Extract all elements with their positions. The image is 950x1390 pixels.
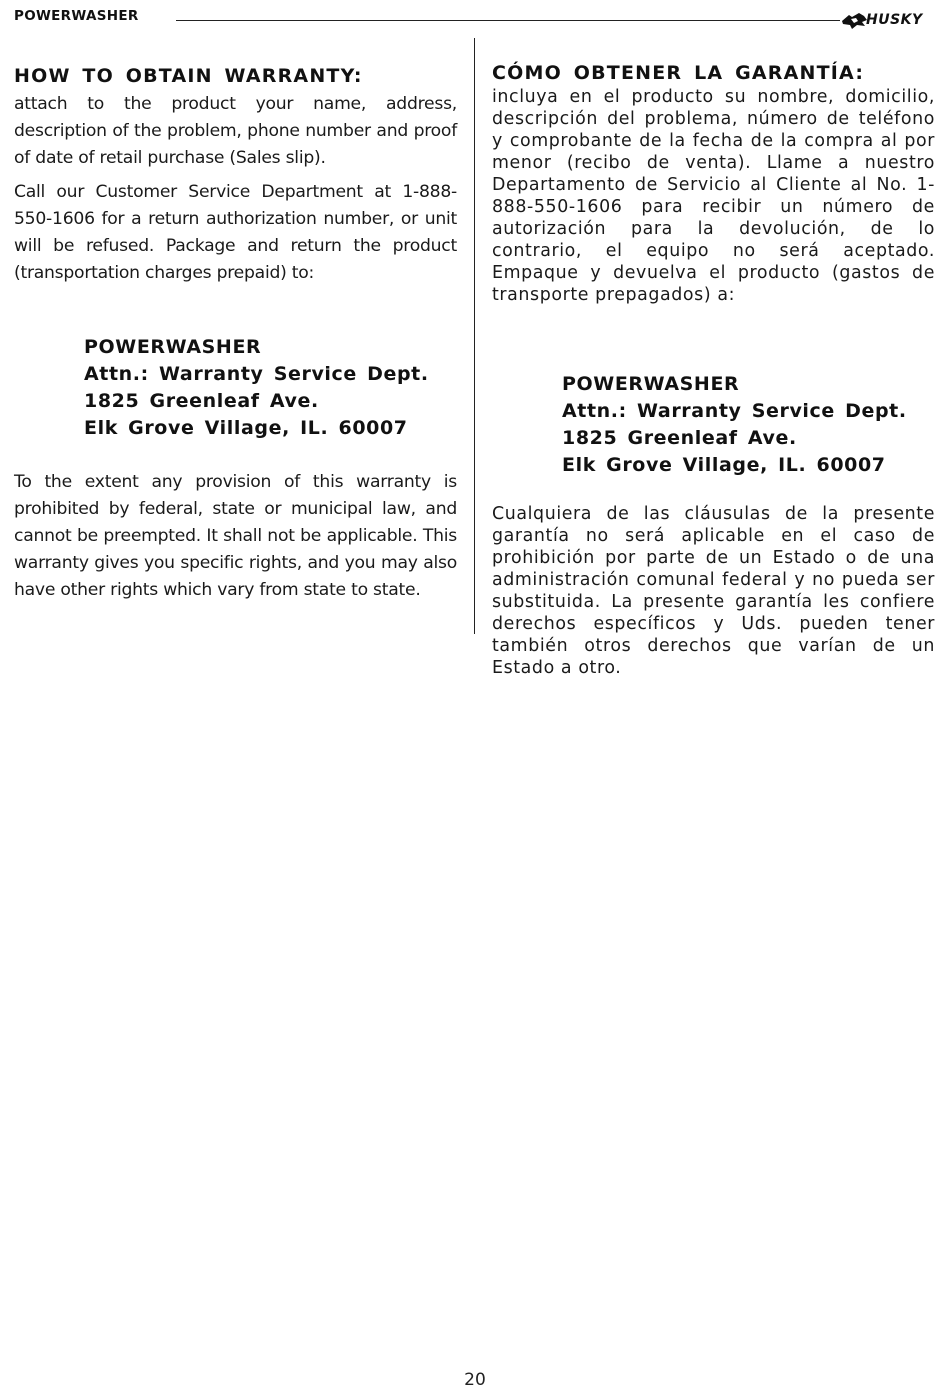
column-divider (474, 38, 475, 634)
spanish-address-block (562, 371, 935, 479)
address-line: Attn.: Warranty Service Dept. (84, 363, 429, 385)
english-address-block (84, 334, 457, 442)
spanish-column (492, 61, 935, 679)
brand-name: HUSKY (866, 12, 923, 28)
address-line: Elk Grove Village, IL. 60007 (562, 454, 886, 476)
address-line: Attn.: Warranty Service Dept. (562, 400, 907, 422)
english-paragraph-1: attach to the product your name, address, description of the problem, phone number and proof of date of retail purchase (Sales slip). (14, 94, 457, 168)
header-rule (176, 20, 932, 21)
address-line: 1825 Greenleaf Ave. (84, 390, 319, 412)
spanish-paragraph-2: Cualquiera de las cláusulas de la presente garantía no será aplicable en el caso de prohibición por parte de un Estado o de una administración comunal federal y no pueda ser substituida. La presente garantía les confiere derechos específicos y Uds. pueden tener también otros derechos que varían de un Estado a otro. (492, 504, 935, 678)
address-line: Elk Grove Village, IL. 60007 (84, 417, 408, 439)
husky-logo (840, 10, 936, 32)
husky-dog-icon (840, 10, 868, 32)
spanish-heading: CÓMO OBTENER LA GARANTÍA: (492, 62, 865, 84)
address-line: POWERWASHER (84, 336, 262, 358)
english-paragraph-3: To the extent any provision of this warranty is prohibited by federal, state or municipal law, and cannot be preempted. It shall not be applicable. This warranty gives you specific rights, and you may also have other rights which vary from state to state. (14, 472, 457, 600)
english-column (14, 64, 457, 604)
english-heading: HOW TO OBTAIN WARRANTY: (14, 65, 363, 87)
english-paragraph-2: Call our Customer Service Department at 1-888-550-1606 for a return authorization number, or unit will be refused. Package and return the product (transportation charges prepaid) to: (14, 182, 457, 283)
address-line: POWERWASHER (562, 373, 740, 395)
page-number: 20 (464, 1370, 486, 1390)
spanish-paragraph-1: incluya en el producto su nombre, domicilio, descripción del problema, número de teléfono y comprobante de la fecha de la compra al por menor (recibo de venta). Llame a nuestro Departamento de Servicio al Cliente al No. 1-888-550-1606 para recibir un número de autorización para la devolución, de lo contrario, el equipo no será aceptado. Empaque y devuelva el producto (gastos de transporte prepagados) a: (492, 87, 935, 305)
address-line: 1825 Greenleaf Ave. (562, 427, 797, 449)
header-title: POWERWASHER (14, 8, 139, 24)
